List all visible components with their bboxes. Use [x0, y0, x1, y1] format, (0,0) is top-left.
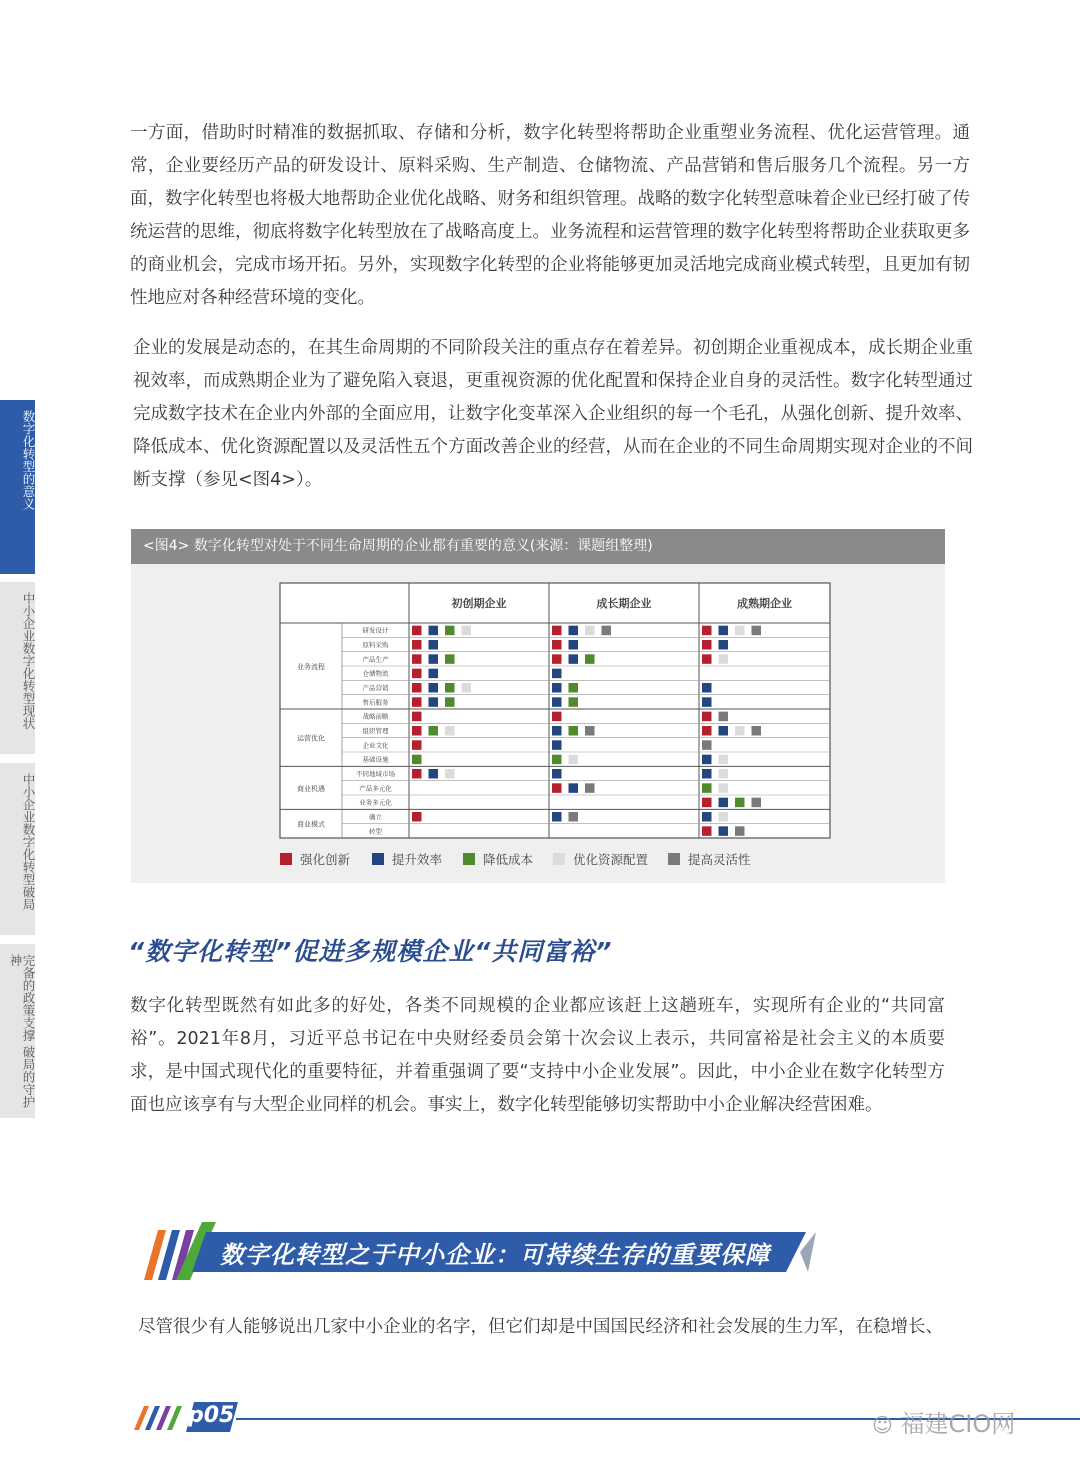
matrix-cell-mark [552, 755, 562, 765]
row-label: 产品生产 [362, 655, 389, 664]
matrix-cell-mark [462, 626, 472, 636]
legend-efficiency [372, 850, 442, 868]
legend-cost [463, 850, 533, 868]
matrix-cell-mark [719, 654, 729, 664]
column-header: 成长期企业 [596, 597, 652, 610]
column-header: 成熟期企业 [737, 597, 792, 610]
matrix-cell-mark [719, 769, 729, 779]
group-label: 商业机遇 [297, 784, 325, 793]
matrix-cell-mark [552, 640, 562, 650]
legend-swatch [463, 853, 475, 865]
matrix-cell-mark [702, 654, 712, 664]
matrix-cell-mark [445, 626, 455, 636]
legend-label: 提升效率 [392, 852, 443, 867]
matrix-cell-mark [702, 826, 712, 836]
legend-label: 优化资源配置 [573, 852, 649, 867]
matrix-cell-mark [569, 626, 579, 636]
row-label: 转型 [369, 827, 382, 836]
matrix-cell-mark [702, 812, 712, 822]
matrix-cell-mark [569, 640, 579, 650]
body-paragraph-2: 企业的发展是动态的，在其生命周期的不同阶段关注的重点存在着差异。初创期企业重视成本，成长期企业重视效率，而成熟期企业为了避免陷入衰退，更重视资源的优化配置和保持企业自身的灵活性。数字化转型通过完成数字技术在企业内外部的全面应用，让数字化变革深入企业组织的每一个毛孔，从强化创新、提升效率、降低成本、优化资源配置以及灵活性五个方面改善企业的经营，从而在企业的不同生命周期实现对企业的不间断支撑（参见<图4>）。 [133, 338, 973, 490]
legend-swatch [280, 853, 292, 865]
matrix-cell-mark [412, 640, 422, 650]
matrix-cell-mark [412, 726, 422, 736]
legend-swatch [553, 853, 565, 865]
figure-caption: <图4> 数字化转型对处于不同生命周期的企业都有重要的意义(来源：课题组整理) [131, 529, 945, 564]
page-number: p05 [188, 1403, 235, 1428]
legend-swatch [372, 853, 384, 865]
matrix-cell-mark [719, 755, 729, 765]
matrix-cell-mark [462, 683, 472, 693]
matrix-cell-mark [735, 826, 745, 836]
watermark [872, 1404, 1015, 1439]
body-paragraph-3: 数字化转型既然有如此多的好处，各类不同规模的企业都应该赶上这趟班车，实现所有企业的“共同富裕”。2021年8月，习近平总书记在中央财经委员会第十次会议上表示，共同富裕是社会主义的本质要求，是中国式现代化的重要特征，并着重强调了要“支持中小企业发展”。因此，中小企业在数字化转型方面也应该享有与大型企业同样的机会。事实上，数字化转型能够切实帮助中小企业解决经营困难。 [130, 996, 945, 1115]
matrix-cell-mark [569, 697, 579, 707]
matrix-cell-mark [445, 769, 455, 779]
section-heading: “数字化转型”促进多规模企业“共同富裕” [128, 937, 613, 966]
matrix-cell-mark [735, 726, 745, 736]
matrix-cell-mark [719, 726, 729, 736]
matrix-cell-mark [602, 626, 612, 636]
matrix-cell-mark [719, 626, 729, 636]
matrix-cell-mark [569, 654, 579, 664]
matrix-cell-mark [569, 683, 579, 693]
side-tab-meaning[interactable]: 数字化转型的意义 [0, 400, 35, 574]
matrix-cell-mark [552, 769, 562, 779]
matrix-cell-mark [412, 740, 422, 750]
matrix-cell-mark [569, 812, 579, 822]
row-label: 研发设计 [362, 626, 389, 635]
matrix-cell-mark [752, 798, 762, 808]
matrix-cell-mark [585, 654, 595, 664]
body-paragraph-4: 尽管很少有人能够说出几家中小企业的名字，但它们却是中国国民经济和社会发展的生力军，在稳增长、 [138, 1317, 943, 1337]
matrix-cell-mark [552, 683, 562, 693]
column-header: 初创期企业 [451, 597, 507, 610]
row-label: 企业文化 [362, 741, 389, 750]
legend-resource [553, 850, 648, 868]
matrix-cell-mark [412, 769, 422, 779]
matrix-cell-mark [412, 755, 422, 765]
group-label: 业务流程 [297, 663, 325, 671]
matrix-cell-mark [702, 740, 712, 750]
legend-flexibility [668, 850, 751, 868]
row-label: 仓储物流 [362, 669, 389, 678]
row-label: 产品多元化 [359, 784, 392, 793]
row-label: 产品营销 [362, 684, 389, 692]
matrix-cell-mark [552, 783, 562, 793]
legend-label: 提高灵活性 [688, 852, 751, 867]
matrix-cell-mark [585, 783, 595, 793]
legend-label: 强化创新 [300, 852, 351, 867]
matrix-cell-mark [719, 783, 729, 793]
matrix-cell-mark [702, 726, 712, 736]
matrix-cell-mark [719, 712, 729, 722]
matrix-cell-mark [569, 726, 579, 736]
matrix-cell-mark [429, 626, 439, 636]
matrix-cell-mark [552, 626, 562, 636]
matrix-cell-mark [585, 626, 595, 636]
matrix-cell-mark [429, 769, 439, 779]
watermark-text: 福建CIO网 [900, 1410, 1016, 1438]
matrix-cell-mark [702, 798, 712, 808]
side-tab-status[interactable]: 中小企业数字化转型现状 [0, 582, 35, 754]
matrix-cell-mark [445, 683, 455, 693]
matrix-cell-mark [552, 669, 562, 679]
matrix-cell-mark [429, 669, 439, 679]
matrix-cell-mark [429, 726, 439, 736]
legend-swatch [668, 853, 680, 865]
row-label: 原料采购 [362, 641, 389, 649]
matrix-cell-mark [702, 769, 712, 779]
row-label: 确立 [369, 813, 382, 821]
matrix-cell-mark [735, 798, 745, 808]
wechat-icon: ☺ [872, 1413, 893, 1437]
matrix-cell-mark [552, 740, 562, 750]
matrix-cell-mark [719, 826, 729, 836]
row-label: 业务多元化 [359, 798, 392, 807]
matrix-cell-mark [412, 626, 422, 636]
matrix-cell-mark [412, 669, 422, 679]
row-label: 不同地域市场 [356, 770, 395, 778]
matrix-cell-mark [445, 726, 455, 736]
matrix-cell-mark [752, 726, 762, 736]
matrix-cell-mark [552, 697, 562, 707]
body-paragraph-1: 一方面，借助时时精准的数据抓取、存储和分析，数字化转型将帮助企业重塑业务流程、优化运营管理。通常，企业要经历产品的研发设计、原料采购、生产制造、仓储物流、产品营销和售后服务几个流程。另一方面，数字化转型也将极大地帮助企业优化战略、财务和组织管理。战略的数字化转型意味着企业已经打破了传统运营的思维，彻底将数字化转型放在了战略高度上。业务流程和运营管理的数字化转型将帮助企业获取更多的商业机会，完成市场开拓。另外，实现数字化转型的企业将能够更加灵活地完成商业模式转型，且更加有韧性地应对各种经营环境的变化。 [130, 123, 970, 308]
matrix-cell-mark [429, 640, 439, 650]
row-label: 组织管理 [362, 727, 389, 735]
matrix-cell-mark [752, 626, 762, 636]
matrix-cell-mark [702, 697, 712, 707]
matrix-cell-mark [412, 697, 422, 707]
matrix-cell-mark [552, 726, 562, 736]
legend-innovation [280, 850, 350, 868]
matrix-cell-mark [552, 812, 562, 822]
group-label: 商业模式 [297, 820, 325, 829]
matrix-cell-mark [412, 712, 422, 722]
matrix-cell-mark [719, 812, 729, 822]
matrix-cell-mark [412, 654, 422, 664]
matrix-cell-mark [702, 783, 712, 793]
matrix-cell-mark [429, 697, 439, 707]
matrix-cell-mark [702, 626, 712, 636]
group-label: 运营优化 [297, 734, 325, 743]
legend-label: 降低成本 [483, 852, 534, 867]
row-label: 基础设施 [362, 755, 389, 764]
matrix-cell-mark [445, 697, 455, 707]
matrix-cell-mark [429, 654, 439, 664]
matrix-cell-mark [569, 783, 579, 793]
matrix-cell-mark [735, 626, 745, 636]
matrix-cell-mark [429, 683, 439, 693]
side-tab-policy[interactable]: 完备的政策支撑 破局的守护神 [0, 944, 35, 1118]
matrix-cell-mark [445, 654, 455, 664]
matrix-cell-mark [569, 755, 579, 765]
matrix-cell-mark [702, 683, 712, 693]
row-label: 战略前瞻 [362, 712, 389, 721]
row-label: 售后服务 [362, 698, 389, 707]
banner-title: 数字化转型之于中小企业：可持续生存的重要保障 [220, 1241, 770, 1269]
matrix-cell-mark [552, 654, 562, 664]
footer-stripes [130, 1404, 190, 1432]
side-tab-breakthrough[interactable]: 中小企业数字化转型破局 [0, 763, 35, 935]
matrix-cell-mark [412, 812, 422, 822]
matrix-cell-mark [412, 683, 422, 693]
matrix-cell-mark [702, 640, 712, 650]
matrix-cell-mark [702, 755, 712, 765]
matrix-cell-mark [702, 712, 712, 722]
matrix-cell-mark [552, 712, 562, 722]
matrix-cell-mark [719, 640, 729, 650]
matrix-cell-mark [585, 726, 595, 736]
matrix-cell-mark [719, 798, 729, 808]
